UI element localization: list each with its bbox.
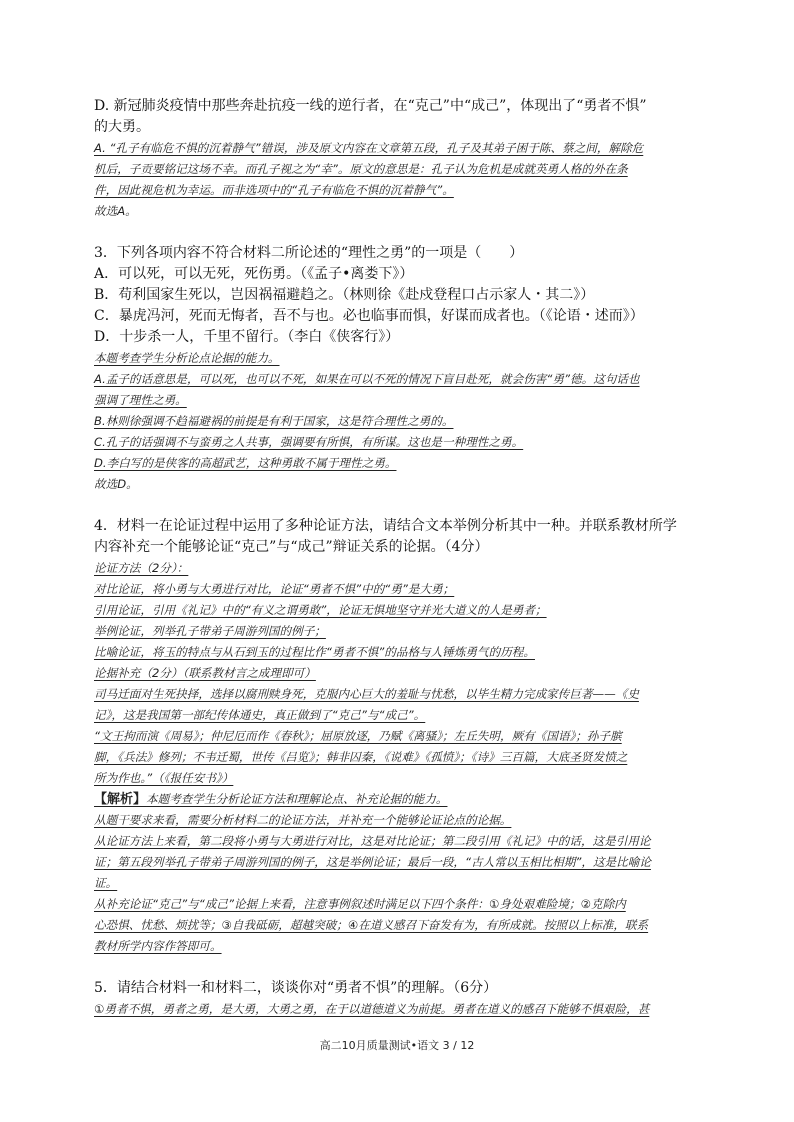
q4-evidence-1-line2: 记》，这是我国第一部纪传体通史，真正做到了“克己”与“成己”。 [94,708,426,722]
q4-stem-line1: 4．材料一在论证过程中运用了多种论证方法，请结合文本举例分析其中一种。并联系教材所学 [94,518,677,534]
q3-answer-intro: 本题考查学生分析论点论据的能力。 [94,351,280,365]
q4-evidence-title: 论据补充（2分）（联系教材言之成理即可） [94,666,316,680]
q2-answer-choice: 故选A。 [94,204,137,218]
page-footer: 高二10月质量测试•语文 3 / 12 [319,1039,475,1052]
q4-analysis-line5: 证。 [94,876,118,890]
q4-analysis-line8: 教材所学内容作答即可。 [94,939,222,953]
q4-analysis-line1 [94,789,704,810]
spacer [94,495,704,516]
analysis-tag: 【解析】 [94,792,147,807]
q3-answer-c: C.孔子的话强调不与蛮勇之人共事，强调要有所惧，有所谋。这也是一种理性之勇。 [94,435,524,449]
q2-answer-line1: A. “孔子有临危不惧的沉着静气”错误，涉及原文内容在文章第五段，孔子及其弟子困于陈、蔡之间，解除危 [94,141,644,155]
q5-answer-line1: ①勇者不惧，勇者之勇，是大勇，大勇之勇，在于以道德道义为前提。勇者在道义的感召下能够不惧艰险，甚 [94,1002,650,1016]
page-content [94,96,704,1020]
q3-answer-b: B.林则徐强调不趋福避祸的前提是有利于国家，这是符合理性之勇的。 [94,414,454,428]
analysis-text: 本题考查学生分析论证方法和理解论点、补充论据的能力。 [146,792,448,806]
q3-option-a: A．可以死，可以无死，死伤勇。（《孟子•离娄下》） [94,266,414,282]
q3-stem: 3．下列各项内容不符合材料二所论述的“理性之勇”的一项是（ ） [94,245,524,261]
q3-option-c: C．暴虎冯河，死而无悔者，吾不与也。必也临事而惧，好谋而成者也。（《论语・述而》） [94,308,644,324]
q2-answer-line3: 件，因此视危机为幸运。而非选项中的“孔子有临危不惧的沉着静气”。 [94,183,454,197]
q4-method-2: 引用论证，引用《礼记》中的“有义之谓勇敢”，论证无惧地坚守并光大道义的人是勇者； [94,603,547,617]
q4-analysis-line3: 从论证方法上来看，第二段将小勇与大勇进行对比，这是对比论证；第二段引用《礼记》中的话，这是引用论 [94,834,651,848]
q3-answer-a-line1: A.孟子的话意思是，可以死，也可以不死，如果在可以不死的情况下盲目赴死，就会伤害“勇”德。这句话也 [94,372,640,386]
q4-analysis-line4: 证；第五段列举孔子带弟子周游列国的例子，这是举例论证；最后一段，“古人常以玉相比相期”，这是比喻论 [94,855,651,869]
q4-analysis-line6: 从补充论证“克己”与“成己”论据上来看，注意事例叙述时满足以下四个条件：①身处艰难险境；②克除内 [94,897,626,911]
q4-evidence-2-line1: “文王拘而演《周易》；仲尼厄而作《春秋》；屈原放逐，乃赋《离骚》；左丘失明，厥有《国语》；孙子膑 [94,729,622,743]
q2-option-d-line1: D. 新冠肺炎疫情中那些奔赴抗疫一线的逆行者，在“克己”中“成己”，体现出了“勇者不惧” [94,98,647,114]
q2-option-d-line2: 的大勇。 [94,119,150,135]
q3-answer-choice: 故选D。 [94,477,138,491]
q4-stem-line2: 内容补充一个能够论证“克己”与“成己”辩证关系的论据。（4分） [94,539,489,555]
q4-evidence-2-line3: 所为作也。”（《报任安书》） [94,771,234,785]
q4-method-1: 对比论证，将小勇与大勇进行对比，论证“勇者不惧”中的“勇”是大勇； [94,582,455,596]
q5-stem: 5．请结合材料一和材料二，谈谈你对“勇者不惧”的理解。（6分） [94,980,498,996]
q4-method-4: 比喻论证，将玉的特点与从石到玉的过程比作“勇者不惧”的品格与人锤炼勇气的历程。 [94,645,535,659]
spacer [94,957,704,978]
q4-analysis-line7: 心恐惧、忧愁、烦扰等；③自我砥砺，超越突破；④在道义感召下奋发有为，有所成就。按照以上标准，联系 [94,918,649,932]
q3-answer-a-line2: 强调了理性之勇。 [94,393,187,407]
spacer [94,222,704,243]
q3-answer-d: D.李白写的是侠客的高超武艺，这种勇敢不属于理性之勇。 [94,456,397,470]
q4-analysis-line2: 从题干要求来看，需要分析材料二的论证方法，并补充一个能够论证论点的论据。 [94,813,512,827]
q2-answer-line2: 机后，子贡要铭记这场不幸。而孔子视之为“幸”。原文的意思是：孔子认为危机是成就英勇人格的外在条 [94,162,628,176]
q3-option-b: B．苟利国家生死以，岂因祸福避趋之。（林则徐《赴戍登程口占示家人・其二》） [94,287,595,303]
q3-option-d: D．十步杀一人，千里不留行。（李白《侠客行》） [94,329,400,345]
q4-evidence-1-line1: 司马迁面对生死抉择，选择以腐刑赎身死，克服内心巨大的羞耻与忧愁，以毕生精力完成家传巨著——《史 [94,687,639,701]
q4-method-title: 论证方法（2分）： [94,561,189,575]
q4-method-3: 举例论证，列举孔子带弟子周游列国的例子； [94,624,326,638]
q4-evidence-2-line2: 脚，《兵法》修列；不韦迁蜀，世传《吕览》；韩非囚秦，《说难》《孤愤》；《诗》三百篇，大底圣贤发愤之 [94,750,628,764]
